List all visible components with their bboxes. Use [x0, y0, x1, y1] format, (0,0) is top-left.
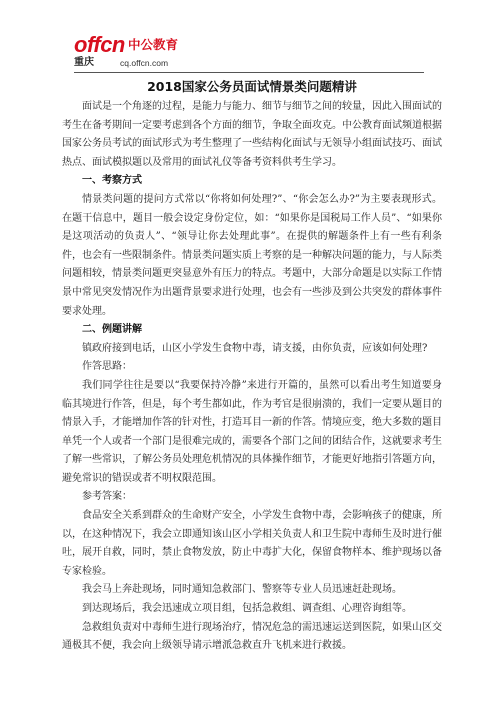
site-header: [74, 34, 214, 70]
logo-city: 重庆: [74, 57, 94, 68]
body-paragraph: 情景类问题的提问方式常以“你将如何处理?”、“你会怎么办?”为主要表现形式。在题干信息中，题目一般会设定身份定位，如：“如果你是国税局工作人员”、“如果你是这项活动的负责人”、“领导让你去处理此事”。在提供的解题条件上有一些有利条件，也会有一些限制条件。情景类问题实质上考察的是一种解决问题的能力，与人际类问题相较，情景类问题更突显意外有压力的特点。考题中，大部分命题是以实际工作情景中常见突发情况作为出题背景要求进行处理，也会有一些涉及到公共突发的群体事件要求处理。: [62, 193, 442, 317]
logo-brand-name: 中公教育: [128, 37, 179, 52]
subheading: 参考答案：: [82, 491, 132, 503]
section-heading: 一、考察方式: [82, 175, 142, 187]
body-paragraph: 到达现场后，我会迅速成立项目组，包括急救组、调查组、心理咨询组等。: [82, 603, 412, 615]
question-paragraph: 镇政府接到电话，山区小学发生食物中毒，请支援，由你负责，应该如何处理?: [82, 342, 428, 354]
offcn-logo: offcn: [74, 32, 125, 57]
article-title: 2018国家公务员面试情景类问题精讲: [147, 79, 357, 94]
subheading: 作答思路：: [82, 361, 132, 373]
body-paragraph: 急救组负责对中毒师生进行现场治疗，情况危急的需迅速运送到医院，如果山区交通极其不便，我会向上级领导请示增派急救直升飞机来进行救援。: [62, 621, 442, 652]
header-divider: [74, 72, 424, 73]
article-body: [62, 76, 442, 656]
intro-paragraph: 面试是一个角逐的过程，是能力与能力、细节与细节之间的较量，因此入围面试的考生在备考期间一定要考虑到各个方面的细节，争取全面攻克。中公教育面试频道根据国家公务员考试的面试形式为考生整理了一些结构化面试与无领导小组面试技巧、面试热点、面试模拟题以及常用的面试礼仪等备考资料供考生学习。: [62, 101, 442, 168]
logo-url: cq.offcn.com: [120, 58, 169, 68]
section-heading: 二、例题讲解: [82, 324, 142, 336]
body-paragraph: 我们同学往往是要以“我要保持冷静”来进行开篇的，虽然可以看出考生知道要身临其境进行作答，但是，每个考生都如此，作为考官是很崩溃的，我们一定要从题目的情景入手，才能增加作答的针对性，打造耳目一新的作答。情境应变，绝大多数的题目单凭一个人或者一个部门是很难完成的，需要各个部门之间的团结合作，这就要求考生了解一些常识，了解公务员处理危机情况的具体操作细节，才能更好地指引答题方向，避免常识的错误或者不明权限范围。: [62, 379, 442, 484]
body-paragraph: 我会马上奔赴现场，同时通知急救部门、警察等专业人员迅速赶赴现场。: [82, 584, 402, 596]
body-paragraph: 食品安全关系到群众的生命财产安全，小学发生食物中毒，会影响孩子的健康，所以，在这种情况下，我会立即通知该山区小学相关负责人和卫生院中毒师生及时进行催吐，展开自救，同时，禁止食物发放，防止中毒扩大化，保留食物样本、维护现场以备专家检验。: [62, 510, 442, 577]
